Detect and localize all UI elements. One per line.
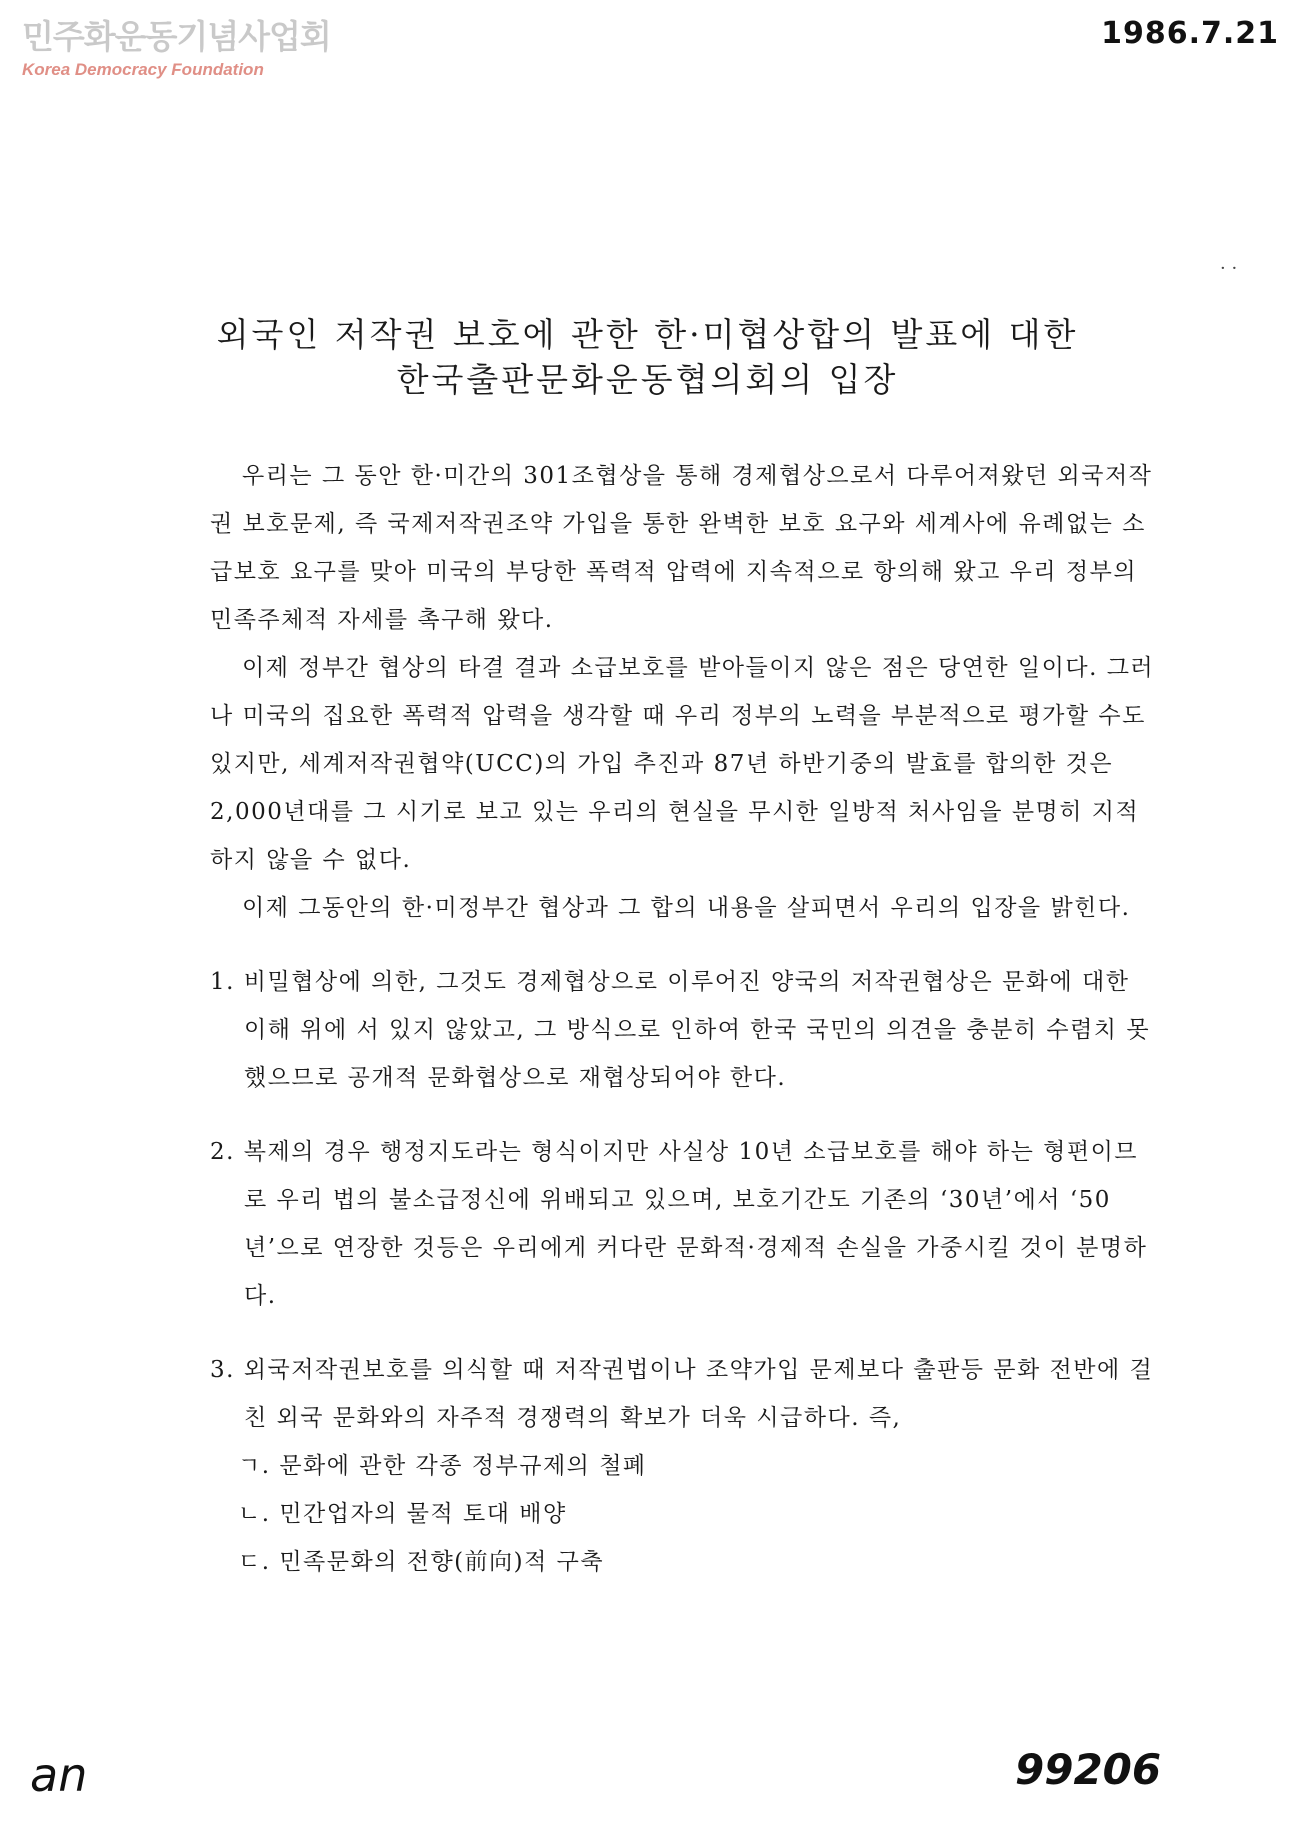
intro-paragraph-3: 이제 그동안의 한·미정부간 협상과 그 합의 내용을 살피면서 우리의 입장을 밝힌다. — [242, 895, 1131, 921]
watermark-korean: 민주화운동기념사업회 — [22, 17, 331, 56]
watermark-logo — [22, 18, 331, 80]
item-number: 1. — [210, 969, 235, 995]
item-text: 외국저작권보호를 의식할 때 저작권법이나 조약가입 문제보다 출판등 문화 전반에 걸친 외국 문화와의 자주적 경쟁력의 확보가 더욱 시급하다. 즉, — [243, 1357, 1154, 1431]
item-number: 3. — [210, 1357, 235, 1383]
document-title — [0, 312, 1295, 402]
sub-item-text: 민족문화의 전향(前向)적 구축 — [279, 1549, 605, 1575]
watermark-english: Korea Democracy Foundation — [22, 60, 264, 79]
list-item-2 — [210, 1128, 1160, 1320]
sub-item-mark: ㄱ. — [238, 1453, 271, 1479]
sub-item-1 — [210, 1442, 1160, 1490]
sub-item-2 — [210, 1490, 1160, 1538]
title-line-1: 외국인 저작권 보호에 관한 한·미협상합의 발표에 대한 — [216, 315, 1079, 354]
handwritten-initials: an — [30, 1748, 88, 1802]
item-text: 비밀협상에 의한, 그것도 경제협상으로 이루어진 양국의 저작권협상은 문화에 대한 이해 위에 서 있지 않았고, 그 방식으로 인하여 한국 국민의 의견을 충분히 수렴치 못했으므로 공개적 문화협상으로 재협상되어야 한다. — [243, 969, 1151, 1091]
item-text: 복제의 경우 행정지도라는 형식이지만 사실상 10년 소급보호를 해야 하는 형편이므로 우리 법의 불소급정신에 위배되고 있으며, 보호기간도 기존의 ‘30년’에서 ‘50년’으로 연장한 것등은 우리에게 커다란 문화적·경제적 손실을 가중시킬 것이 분명하다. — [243, 1139, 1148, 1309]
list-item-3 — [210, 1346, 1160, 1442]
item-number: 2. — [210, 1139, 235, 1165]
sub-item-3 — [210, 1538, 1160, 1586]
sub-item-text: 문화에 관한 각종 정부규제의 철폐 — [279, 1453, 647, 1479]
handwritten-doc-number: 99206 — [1015, 1745, 1162, 1794]
sub-item-mark: ㄷ. — [238, 1549, 271, 1575]
scan-specks: · · — [1220, 258, 1238, 279]
sub-item-mark: ㄴ. — [238, 1501, 271, 1527]
sub-item-text: 민간업자의 물적 토대 배양 — [279, 1501, 567, 1527]
title-line-2: 한국출판문화운동협의회의 입장 — [396, 360, 899, 399]
intro-paragraph-1: 우리는 그 동안 한·미간의 301조협상을 통해 경제협상으로서 다루어져왔던 외국저작권 보호문제, 즉 국제저작권조약 가입을 통한 완벽한 보호 요구와 세계사에 유례없는 소급보호 요구를 맞아 미국의 부당한 폭력적 압력에 지속적으로 항의해 왔고 우리 정부의 민족주체적 자세를 촉구해 왔다. — [210, 463, 1153, 633]
document-body — [210, 452, 1160, 1586]
intro-paragraph-2: 이제 정부간 협상의 타결 결과 소급보호를 받아들이지 않은 점은 당연한 일이다. 그러나 미국의 집요한 폭력적 압력을 생각할 때 우리 정부의 노력을 부분적으로 평가할 수도 있지만, 세계저작권협약(UCC)의 가입 추진과 87년 하반기중의 발효를 합의한 것은 2,000년대를 그 시기로 보고 있는 우리의 현실을 무시한 일방적 처사임을 분명히 지적하지 않을 수 없다. — [210, 655, 1155, 873]
list-item-1 — [210, 958, 1160, 1102]
handwritten-date: 1986.7.21 — [1101, 16, 1279, 51]
